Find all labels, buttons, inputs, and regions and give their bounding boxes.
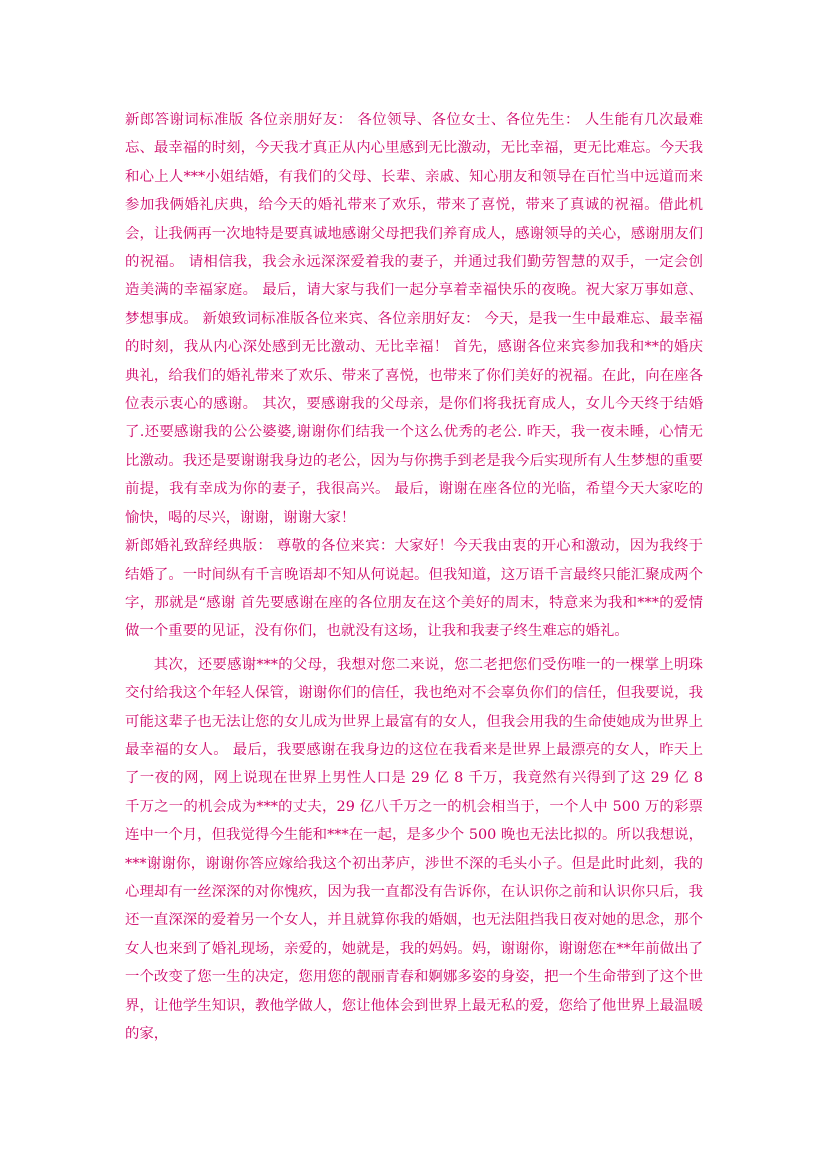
paragraph-groom-classic-speech: 新郎婚礼致辞经典版： 尊敬的各位来宾：大家好！今天我由衷的开心和激动，因为我终于结婚了。一时间纵有千言晚语却不知从何说起。但我知道，这万语千言最终只能汇聚成两个字，那就是“感谢 首先要感谢在座的各位朋友在这个美好的周末，特意来为我和***的爱情做一个重要的见证，没有你们，也就没有这场，让我和我妻子终生难忘的婚礼。 <box>125 538 703 640</box>
paragraph-thanks-parents-and-mother: 其次，还要感谢***的父母，我想对您二来说，您二老把您们受伤唯一的一棵掌上明珠交付给我这个年轻人保管，谢谢你们的信任，我也绝对不会辜负你们的信任，但我要说，我可能这辈子也无法让您的女儿成为世界上最富有的女人，但我会用我的生命使她成为世界上最幸福的女人。 最后，我要感谢在我身边的这位在我看来是世界上最漂亮的女人，昨天上了一夜的网，网上说现在世界上男性人口是 29 亿 8 千万，我竟然有兴得到了这 29 亿 8 千万之一的机会成为***的丈夫，29 亿八千万之一的机会相当于，一个人中 500 万的彩票连中一个月，但我觉得今生能和***在一起，是多少个 500 晚也无法比拟的。所以我想说，***谢谢你，谢谢你答应嫁给我这个初出茅庐，涉世不深的毛头小子。但是此时此刻，我的心理却有一丝深深的对你愧疚，因为我一直都没有告诉你，在认识你之前和认识你只后，我还一直深深的爱着另一个女人，并且就算你我的婚姻，也无法阻挡我日夜对她的思念，那个女人也来到了婚礼现场，亲爱的，她就是，我的妈妈。妈，谢谢你，谢谢您在**年前做出了一个改变了您一生的决定，您用您的靓丽青春和婀娜多姿的身姿，把一个生命带到了这个世界，让他学生知识，教他学做人，您让他体会到世界上最无私的爱，您给了他世界上最温暖的家， <box>125 656 703 1042</box>
paragraph-groom-bride-speeches: 新郎答谢词标准版 各位亲朋好友： 各位领导、各位女士、各位先生： 人生能有几次最难忘、最幸福的时刻，今天我才真正从内心里感到无比激动，无比幸福，更无比难忘。今天我和心上人***小姐结婚，有我们的父母、长辈、亲戚、知心朋友和领导在百忙当中远道而来参加我俩婚礼庆典，给今天的婚礼带来了欢乐，带来了喜悦，带来了真诚的祝福。借此机会，让我俩再一次地特是要真诚地感谢父母把我们养育成人，感谢领导的关心，感谢朋友们的祝福。 请相信我，我会永远深深爱着我的妻子，并通过我们勤劳智慧的双手，一定会创造美满的幸福家庭。 最后，请大家与我们一起分享着幸福快乐的夜晚。祝大家万事如意、梦想事成。 新娘致词标准版各位来宾、各位亲朋好友： 今天，是我一生中最难忘、最幸福的时刻，我从内心深处感到无比激动、无比幸福！ 首先，感谢各位来宾参加我和**的婚庆典礼，给我们的婚礼带来了欢乐、带来了喜悦，也带来了你们美好的祝福。在此，向在座各位表示衷心的感谢。 其次，要感谢我的父母亲，是你们将我抚育成人，女儿今天终于结婚了.还要感谢我的公公婆婆,谢谢你们结我一个这么优秀的老公. 昨天，我一夜未睡，心情无比激动。我还是要谢谢我身边的老公，因为与你携手到老是我今后实现所有人生梦想的重要前提，我有幸成为你的妻子，我很高兴。 最后，谢谢在座各位的光临，希望今天大家吃的愉快，喝的尽兴，谢谢，谢谢大家！ <box>125 112 703 526</box>
document-body <box>125 106 703 1048</box>
